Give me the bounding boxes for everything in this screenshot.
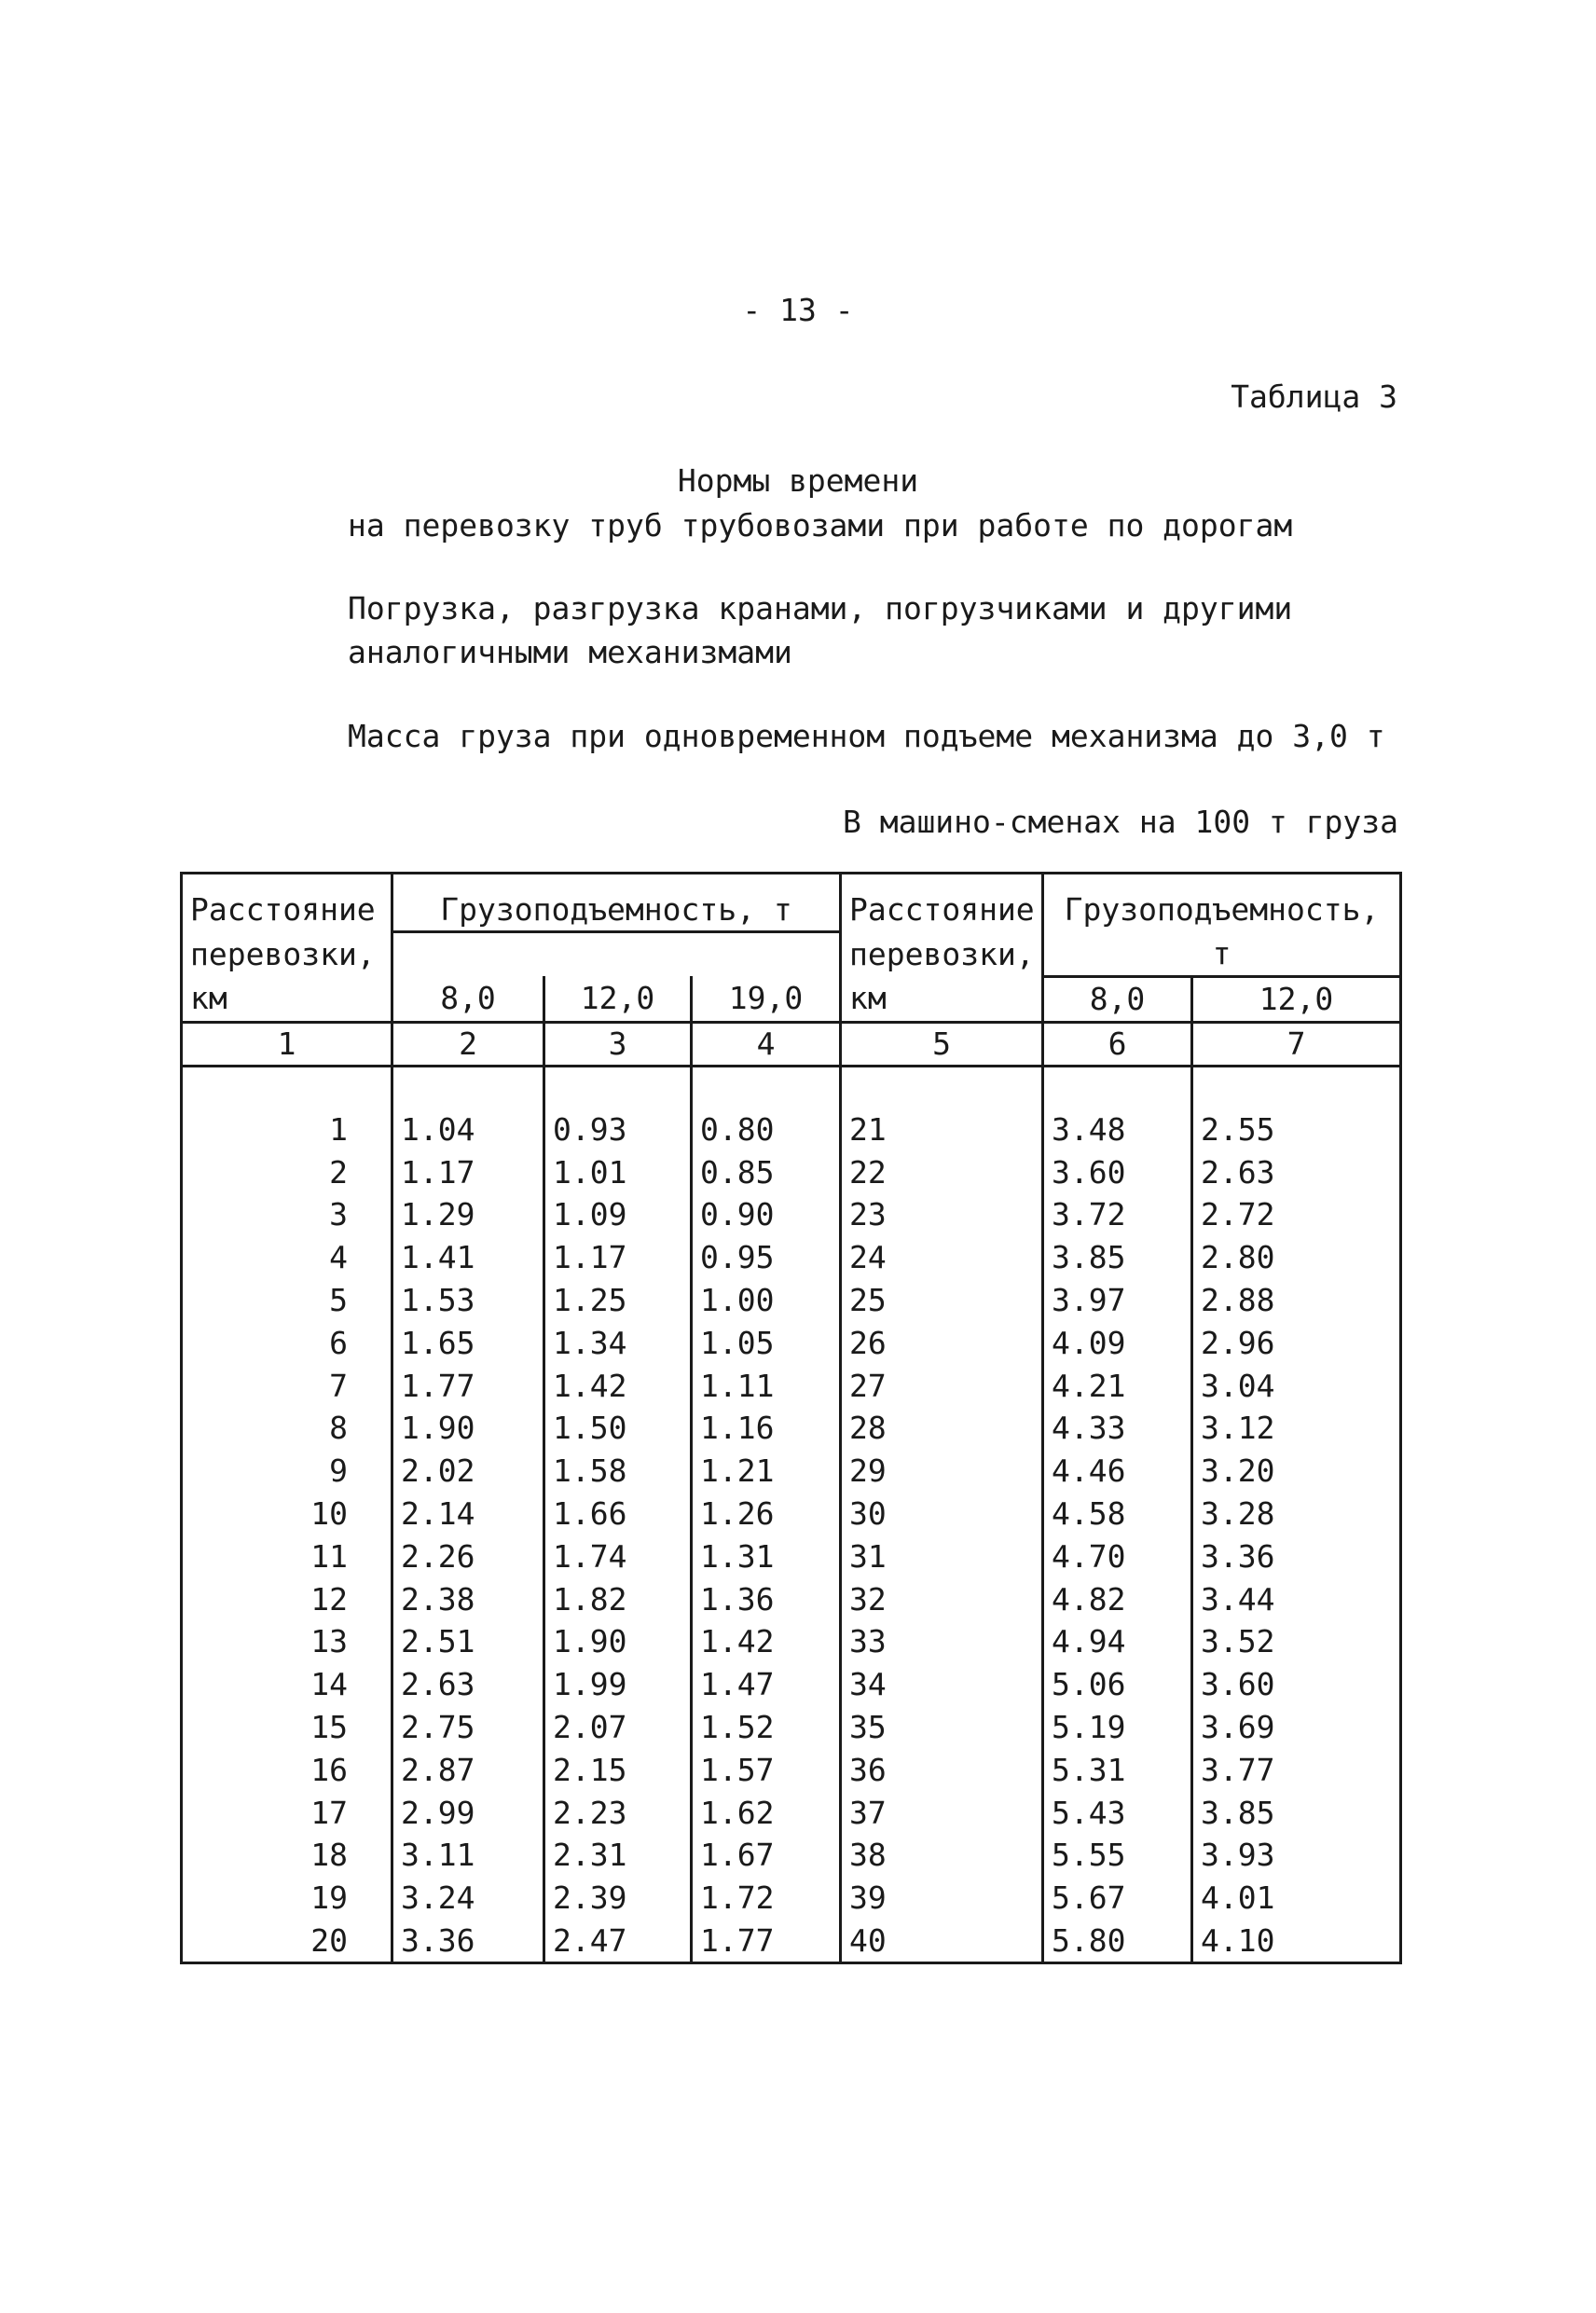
value-cap-12: 2.39 — [544, 1877, 692, 1920]
value-cap-12-right: 2.80 — [1192, 1236, 1401, 1279]
value-cap-19: 1.16 — [692, 1407, 841, 1450]
value-cap-12: 1.50 — [544, 1407, 692, 1450]
distance-km-right: 28 — [841, 1407, 1043, 1450]
value-cap-19: 0.90 — [692, 1193, 841, 1236]
table-row — [182, 1791, 1401, 1834]
value-cap-12: 2.31 — [544, 1834, 692, 1877]
column-number-row — [182, 1022, 1401, 1066]
table-row — [182, 1834, 1401, 1877]
unit-note: В машино-сменах на 100 т груза — [842, 804, 1398, 840]
header-cap-12-right: 12,0 — [1192, 976, 1401, 1022]
value-cap-19: 1.52 — [692, 1706, 841, 1749]
value-cap-12: 2.07 — [544, 1706, 692, 1749]
value-cap-8: 1.53 — [392, 1279, 544, 1322]
value-cap-8: 2.02 — [392, 1450, 544, 1493]
table-row — [182, 1364, 1401, 1407]
value-cap-19: 1.42 — [692, 1620, 841, 1663]
table-row — [182, 1321, 1401, 1364]
spacer-row — [182, 1066, 392, 1108]
value-cap-12-right: 3.12 — [1192, 1407, 1401, 1450]
distance-km: 7 — [182, 1364, 392, 1407]
value-cap-19: 0.80 — [692, 1108, 841, 1151]
table-row — [182, 1450, 1401, 1493]
value-cap-8-right: 4.94 — [1043, 1620, 1192, 1663]
value-cap-12: 1.01 — [544, 1150, 692, 1193]
value-cap-8-right: 4.82 — [1043, 1577, 1192, 1620]
value-cap-8-right: 5.19 — [1043, 1706, 1192, 1749]
value-cap-12: 2.47 — [544, 1920, 692, 1963]
distance-km: 13 — [182, 1620, 392, 1663]
value-cap-12-right: 4.10 — [1192, 1920, 1401, 1963]
header-distance-right-line-3: км — [841, 976, 1043, 1022]
distance-km: 14 — [182, 1663, 392, 1706]
distance-km-right: 26 — [841, 1321, 1043, 1364]
value-cap-12-right: 3.28 — [1192, 1493, 1401, 1535]
distance-km-right: 38 — [841, 1834, 1043, 1877]
distance-km-right: 25 — [841, 1279, 1043, 1322]
value-cap-19: 1.72 — [692, 1877, 841, 1920]
value-cap-8-right: 5.43 — [1043, 1791, 1192, 1834]
value-cap-8: 2.99 — [392, 1791, 544, 1834]
distance-km: 6 — [182, 1321, 392, 1364]
value-cap-12-right: 3.04 — [1192, 1364, 1401, 1407]
table-row — [182, 1706, 1401, 1749]
table-title: Нормы времени — [677, 462, 919, 499]
value-cap-8: 1.90 — [392, 1407, 544, 1450]
value-cap-12: 1.66 — [544, 1493, 692, 1535]
table-label: Таблица 3 — [1231, 379, 1397, 415]
value-cap-12-right: 2.96 — [1192, 1321, 1401, 1364]
value-cap-19: 1.62 — [692, 1791, 841, 1834]
header-distance-line-1: Расстояние — [182, 888, 392, 932]
value-cap-8-right: 5.06 — [1043, 1663, 1192, 1706]
header-capacity-left-rule — [392, 932, 841, 977]
header-distance-line-2: перевозки, — [182, 932, 392, 977]
value-cap-8: 1.41 — [392, 1236, 544, 1279]
value-cap-12: 1.17 — [544, 1236, 692, 1279]
value-cap-8-right: 3.48 — [1043, 1108, 1192, 1151]
distance-km: 8 — [182, 1407, 392, 1450]
table-row — [182, 1108, 1401, 1151]
header-distance-line-3: км — [182, 976, 392, 1022]
column-number: 5 — [841, 1022, 1043, 1066]
value-cap-12: 1.34 — [544, 1321, 692, 1364]
distance-km-right: 21 — [841, 1108, 1043, 1151]
table-row — [182, 1620, 1401, 1663]
value-cap-12-right: 3.44 — [1192, 1577, 1401, 1620]
column-number: 1 — [182, 1022, 392, 1066]
value-cap-12: 2.23 — [544, 1791, 692, 1834]
value-cap-8: 2.87 — [392, 1748, 544, 1791]
distance-km: 16 — [182, 1748, 392, 1791]
distance-km-right: 27 — [841, 1364, 1043, 1407]
header-capacity-right-line-1: Грузоподъемность, — [1043, 888, 1401, 932]
distance-km-right: 36 — [841, 1748, 1043, 1791]
value-cap-8: 2.26 — [392, 1535, 544, 1577]
mass-condition: Масса груза при одновременном подъеме механизма до 3,0 т — [348, 718, 1385, 754]
value-cap-8: 3.36 — [392, 1920, 544, 1963]
value-cap-19: 1.36 — [692, 1577, 841, 1620]
value-cap-12: 1.99 — [544, 1663, 692, 1706]
value-cap-8-right: 4.09 — [1043, 1321, 1192, 1364]
value-cap-8: 2.75 — [392, 1706, 544, 1749]
value-cap-8-right: 3.97 — [1043, 1279, 1192, 1322]
header-capacity-left: Грузоподъемность, т — [392, 888, 841, 932]
value-cap-8: 2.63 — [392, 1663, 544, 1706]
value-cap-8: 3.24 — [392, 1877, 544, 1920]
value-cap-8: 2.14 — [392, 1493, 544, 1535]
table-row — [182, 1407, 1401, 1450]
value-cap-8-right: 5.31 — [1043, 1748, 1192, 1791]
value-cap-19: 1.31 — [692, 1535, 841, 1577]
value-cap-12-right: 2.55 — [1192, 1108, 1401, 1151]
column-number: 3 — [544, 1022, 692, 1066]
value-cap-19: 1.47 — [692, 1663, 841, 1706]
page-number: - 13 - — [742, 292, 854, 328]
value-cap-8: 1.65 — [392, 1321, 544, 1364]
value-cap-8: 1.77 — [392, 1364, 544, 1407]
table-row — [182, 1877, 1401, 1920]
value-cap-12: 1.09 — [544, 1193, 692, 1236]
value-cap-8-right: 4.21 — [1043, 1364, 1192, 1407]
column-number: 7 — [1192, 1022, 1401, 1066]
value-cap-12: 2.15 — [544, 1748, 692, 1791]
value-cap-19: 1.11 — [692, 1364, 841, 1407]
header-distance-right-line-2: перевозки, — [841, 932, 1043, 977]
value-cap-8: 2.38 — [392, 1577, 544, 1620]
value-cap-19: 0.85 — [692, 1150, 841, 1193]
value-cap-12-right: 3.93 — [1192, 1834, 1401, 1877]
table-row — [182, 1577, 1401, 1620]
value-cap-12-right: 3.60 — [1192, 1663, 1401, 1706]
header-capacity-right-line-2: т — [1043, 932, 1401, 977]
value-cap-12: 0.93 — [544, 1108, 692, 1151]
value-cap-12: 1.25 — [544, 1279, 692, 1322]
value-cap-19: 0.95 — [692, 1236, 841, 1279]
table-row — [182, 1535, 1401, 1577]
distance-km: 12 — [182, 1577, 392, 1620]
distance-km: 10 — [182, 1493, 392, 1535]
value-cap-8-right: 4.46 — [1043, 1450, 1192, 1493]
table-row — [182, 1279, 1401, 1322]
value-cap-12: 1.74 — [544, 1535, 692, 1577]
header-cap-19: 19,0 — [692, 976, 841, 1022]
value-cap-8-right: 3.72 — [1043, 1193, 1192, 1236]
column-number: 6 — [1043, 1022, 1192, 1066]
table-subtitle: на перевозку труб трубовозами при работе по дорогам — [348, 507, 1293, 544]
table-top-border — [182, 874, 392, 888]
value-cap-12-right: 4.01 — [1192, 1877, 1401, 1920]
value-cap-12-right: 3.77 — [1192, 1748, 1401, 1791]
table-row — [182, 1150, 1401, 1193]
distance-km: 4 — [182, 1236, 392, 1279]
value-cap-12-right: 3.20 — [1192, 1450, 1401, 1493]
distance-km: 9 — [182, 1450, 392, 1493]
value-cap-8-right: 3.85 — [1043, 1236, 1192, 1279]
distance-km-right: 33 — [841, 1620, 1043, 1663]
value-cap-19: 1.67 — [692, 1834, 841, 1877]
value-cap-12: 1.42 — [544, 1364, 692, 1407]
distance-km-right: 40 — [841, 1920, 1043, 1963]
table-row — [182, 1663, 1401, 1706]
value-cap-12-right: 2.88 — [1192, 1279, 1401, 1322]
value-cap-8-right: 5.55 — [1043, 1834, 1192, 1877]
distance-km: 11 — [182, 1535, 392, 1577]
value-cap-19: 1.05 — [692, 1321, 841, 1364]
value-cap-12-right: 3.52 — [1192, 1620, 1401, 1663]
value-cap-8: 2.51 — [392, 1620, 544, 1663]
value-cap-12-right: 3.69 — [1192, 1706, 1401, 1749]
value-cap-8-right: 3.60 — [1043, 1150, 1192, 1193]
distance-km-right: 35 — [841, 1706, 1043, 1749]
distance-km: 18 — [182, 1834, 392, 1877]
value-cap-8-right: 4.70 — [1043, 1535, 1192, 1577]
distance-km-right: 22 — [841, 1150, 1043, 1193]
distance-km-right: 32 — [841, 1577, 1043, 1620]
value-cap-8-right: 5.67 — [1043, 1877, 1192, 1920]
value-cap-8: 1.29 — [392, 1193, 544, 1236]
value-cap-8: 3.11 — [392, 1834, 544, 1877]
distance-km-right: 29 — [841, 1450, 1043, 1493]
column-number: 2 — [392, 1022, 544, 1066]
value-cap-8-right: 4.33 — [1043, 1407, 1192, 1450]
value-cap-12: 1.82 — [544, 1577, 692, 1620]
table-row — [182, 1493, 1401, 1535]
distance-km: 1 — [182, 1108, 392, 1151]
distance-km-right: 23 — [841, 1193, 1043, 1236]
value-cap-19: 1.21 — [692, 1450, 841, 1493]
distance-km: 17 — [182, 1791, 392, 1834]
distance-km: 19 — [182, 1877, 392, 1920]
distance-km-right: 30 — [841, 1493, 1043, 1535]
value-cap-8: 1.04 — [392, 1108, 544, 1151]
header-distance-right-line-1: Расстояние — [841, 888, 1043, 932]
norms-table — [180, 872, 1402, 1964]
column-number: 4 — [692, 1022, 841, 1066]
table-row — [182, 1748, 1401, 1791]
distance-km: 2 — [182, 1150, 392, 1193]
header-cap-8-right: 8,0 — [1043, 976, 1192, 1022]
distance-km: 20 — [182, 1920, 392, 1963]
value-cap-8-right: 5.80 — [1043, 1920, 1192, 1963]
value-cap-19: 1.00 — [692, 1279, 841, 1322]
value-cap-12-right: 3.85 — [1192, 1791, 1401, 1834]
value-cap-12: 1.58 — [544, 1450, 692, 1493]
header-cap-8: 8,0 — [392, 976, 544, 1022]
table-row — [182, 1193, 1401, 1236]
loading-condition-line-2: аналогичными механизмами — [348, 634, 792, 670]
distance-km-right: 24 — [841, 1236, 1043, 1279]
loading-condition-line-1: Погрузка, разгрузка кранами, погрузчиками и другими — [348, 590, 1293, 626]
value-cap-8-right: 4.58 — [1043, 1493, 1192, 1535]
value-cap-19: 1.57 — [692, 1748, 841, 1791]
value-cap-19: 1.26 — [692, 1493, 841, 1535]
value-cap-12: 1.90 — [544, 1620, 692, 1663]
value-cap-12-right: 3.36 — [1192, 1535, 1401, 1577]
distance-km-right: 34 — [841, 1663, 1043, 1706]
value-cap-12-right: 2.72 — [1192, 1193, 1401, 1236]
value-cap-19: 1.77 — [692, 1920, 841, 1963]
distance-km: 15 — [182, 1706, 392, 1749]
distance-km-right: 31 — [841, 1535, 1043, 1577]
table-row — [182, 1920, 1401, 1963]
table-row — [182, 1236, 1401, 1279]
distance-km: 3 — [182, 1193, 392, 1236]
value-cap-12-right: 2.63 — [1192, 1150, 1401, 1193]
distance-km-right: 39 — [841, 1877, 1043, 1920]
header-cap-12: 12,0 — [544, 976, 692, 1022]
distance-km-right: 37 — [841, 1791, 1043, 1834]
value-cap-8: 1.17 — [392, 1150, 544, 1193]
distance-km: 5 — [182, 1279, 392, 1322]
